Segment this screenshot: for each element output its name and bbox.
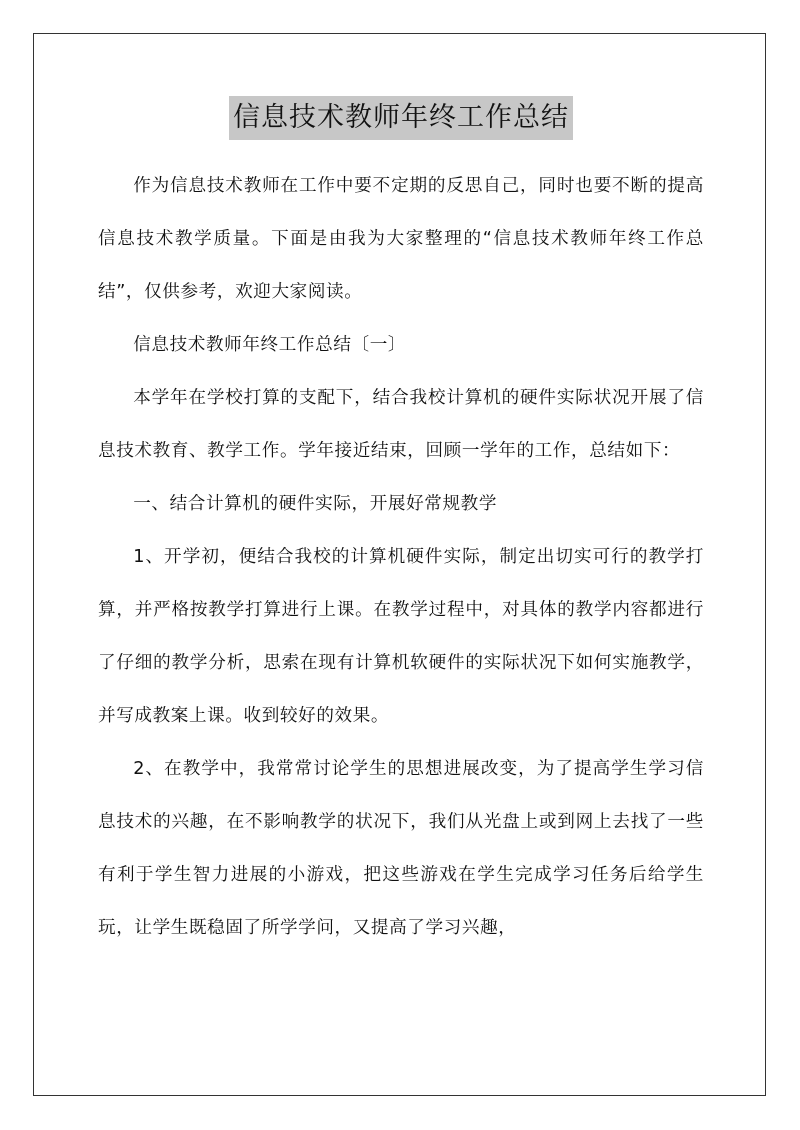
body-paragraph: 1、开学初，便结合我校的计算机硬件实际，制定出切实可行的教学打算，并严格按教学打算进行上课。在教学过程中，对具体的教学内容都进行了仔细的教学分析，思索在现有计算机软硬件的实际状况下如何实施教学，并写成教案上课。收到较好的效果。 [98, 547, 704, 726]
body-paragraph: 本学年在学校打算的支配下，结合我校计算机的硬件实际状况开展了信息技术教育、教学工作。学年接近结束，回顾一学年的工作，总结如下： [98, 388, 704, 461]
document-body [98, 88, 704, 955]
document-title: 信息技术教师年终工作总结 [229, 96, 573, 140]
subsection-heading: 一、结合计算机的硬件实际，开展好常规教学 [133, 494, 498, 514]
intro-paragraph: 作为信息技术教师在工作中要不定期的反思自己，同时也要不断的提高信息技术教学质量。下面是由我为大家整理的“信息技术教师年终工作总结”，仅供参考，欢迎大家阅读。 [98, 176, 704, 302]
section-heading: 信息技术教师年终工作总结〔一〕 [133, 335, 407, 355]
body-paragraph: 2、在教学中，我常常讨论学生的思想进展改变，为了提高学生学习信息技术的兴趣，在不影响教学的状况下，我们从光盘上或到网上去找了一些有利于学生智力进展的小游戏，把这些游戏在学生完成学习任务后给学生玩，让学生既稳固了所学学问，又提高了学习兴趣， [98, 759, 704, 938]
title-container [98, 88, 704, 148]
